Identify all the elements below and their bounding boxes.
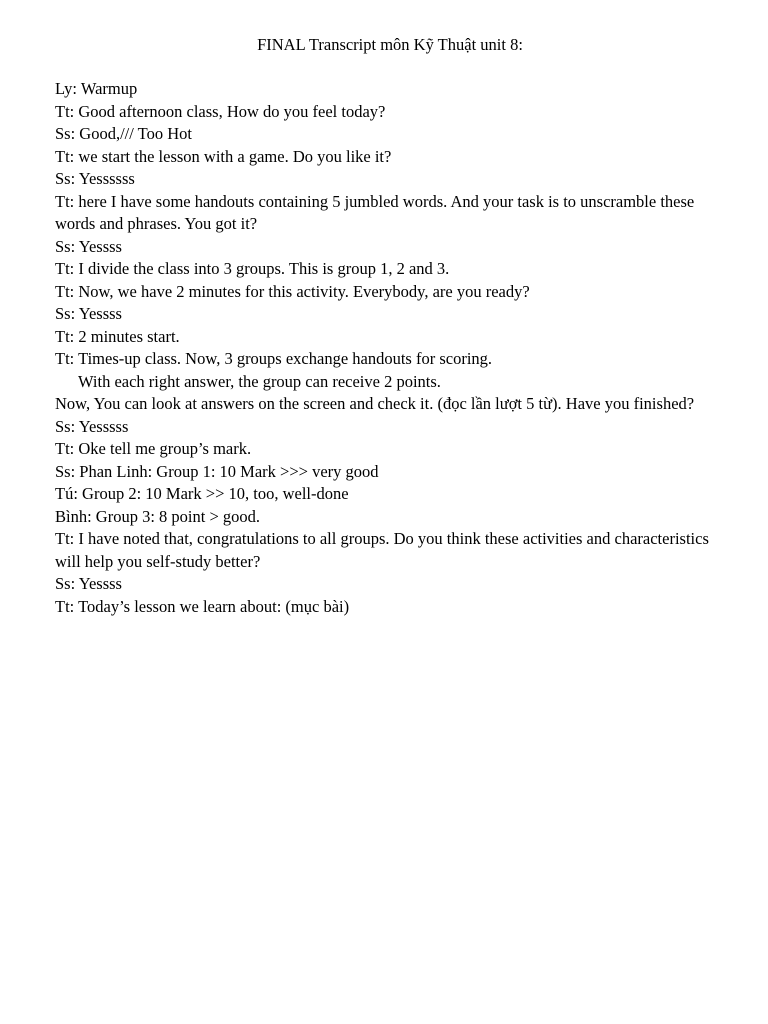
transcript-line: Tt: I divide the class into 3 groups. This is group 1, 2 and 3. [55,259,450,278]
transcript-line: Tt: we start the lesson with a game. Do you like it? [55,146,392,166]
transcript-body [55,78,725,618]
transcript-line: Bình: Group 3: 8 point > good. [55,506,261,526]
transcript-line: Tt: 2 minutes start. [55,326,180,346]
transcript-line: Ss: Phan Linh: Group 1: 10 Mark >>> very good [55,461,379,481]
transcript-line: Tt: Good afternoon class, How do you feel today? [55,101,386,121]
transcript-line: Ss: Good,/// Too Hot [55,124,192,143]
document-title: FINAL Transcript môn Kỹ Thuật unit 8: [257,35,523,54]
transcript-line: Ss: Yessss [55,236,122,256]
transcript-line: Tt: here I have some handouts containing 5 jumbled words. And your task is to unscramble these words and phrases. You got it? [55,191,699,233]
transcript-line: Ss: Yessssss [55,169,135,188]
transcript-line-indented: With each right answer, the group can receive 2 points. [78,371,441,391]
transcript-line: Tt: I have noted that, congratulations to all groups. Do you think these activities and characteristics will help you self-study better? [55,529,713,571]
transcript-line: Ss: Yesssss [55,416,129,436]
transcript-line: Ss: Yessss [55,304,122,323]
transcript-line: Tt: Today’s lesson we learn about: (mục bài) [55,596,350,616]
transcript-line: Ss: Yessss [55,574,122,593]
transcript-line: Tt: Oke tell me group’s mark. [55,439,252,458]
transcript-line: Tú: Group 2: 10 Mark >> 10, too, well-done [55,484,349,503]
transcript-line: Now, You can look at answers on the screen and check it. (đọc lần lượt 5 từ). Have you finished? [55,394,695,413]
transcript-line: Tt: Times-up class. Now, 3 groups exchange handouts for scoring. [55,349,493,368]
transcript-line: Ly: Warmup [55,79,138,98]
transcript-line: Tt: Now, we have 2 minutes for this activity. Everybody, are you ready? [55,281,530,301]
